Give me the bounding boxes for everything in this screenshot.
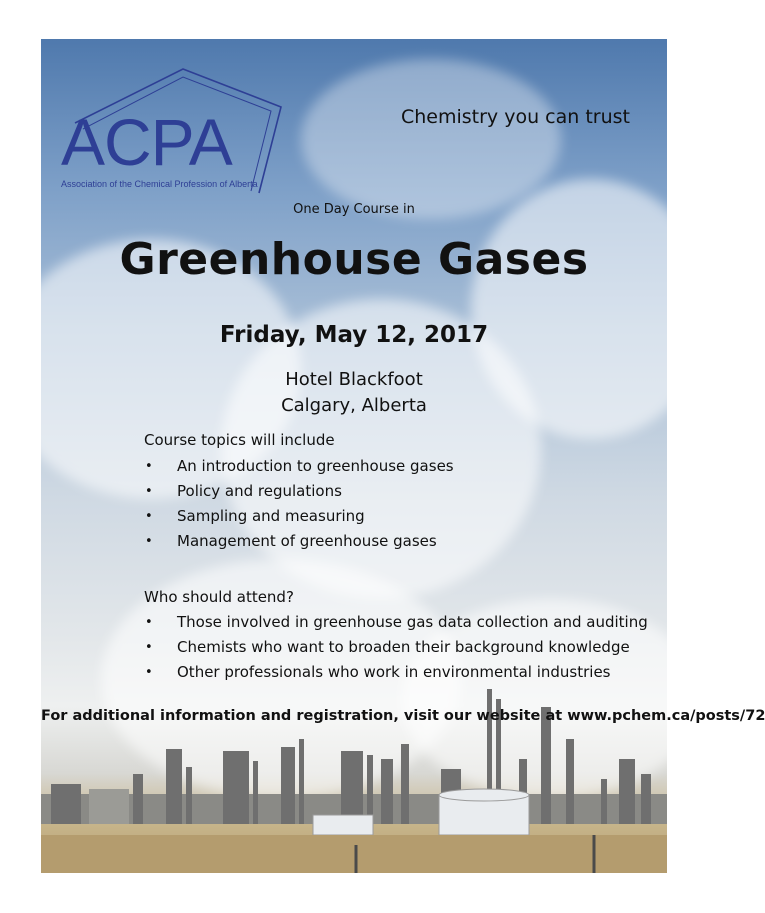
bullet-icon: • xyxy=(145,534,153,549)
bullet-icon: • xyxy=(145,640,153,655)
bullet-icon: • xyxy=(145,484,153,499)
venue-city: Calgary, Alberta xyxy=(281,395,427,416)
logo-acronym: ACPA xyxy=(61,105,232,179)
topics-heading: Course topics will include xyxy=(144,431,335,449)
list-item: • Management of greenhouse gases xyxy=(144,529,454,554)
course-intro: One Day Course in xyxy=(293,202,415,217)
acpa-logo xyxy=(57,63,287,203)
list-item: • Sampling and measuring xyxy=(144,504,454,529)
audience-heading: Who should attend? xyxy=(144,588,294,606)
course-date: Friday, May 12, 2017 xyxy=(219,322,489,348)
bullet-icon: • xyxy=(145,615,153,630)
list-item: • Other professionals who work in environmental industries xyxy=(144,660,648,685)
venue xyxy=(41,367,667,419)
bullet-icon: • xyxy=(145,665,153,680)
tagline: Chemistry you can trust xyxy=(400,106,630,128)
bullet-icon: • xyxy=(145,509,153,524)
topics-list xyxy=(144,454,454,554)
list-item: • Policy and regulations xyxy=(144,479,454,504)
venue-hotel: Hotel Blackfoot xyxy=(285,369,423,390)
logo-subtitle: Association of the Chemical Profession of Alberta xyxy=(61,179,258,189)
audience-list xyxy=(144,610,648,685)
course-title: Greenhouse Gases xyxy=(119,234,589,285)
list-item: • Chemists who want to broaden their background knowledge xyxy=(144,635,648,660)
course-flyer xyxy=(41,39,765,873)
list-item: • Those involved in greenhouse gas data collection and auditing xyxy=(144,610,648,635)
list-item: • An introduction to greenhouse gases xyxy=(144,454,454,479)
registration-info: For additional information and registration, visit our website at www.pchem.ca/posts/72 xyxy=(41,708,765,724)
bullet-icon: • xyxy=(145,459,153,474)
